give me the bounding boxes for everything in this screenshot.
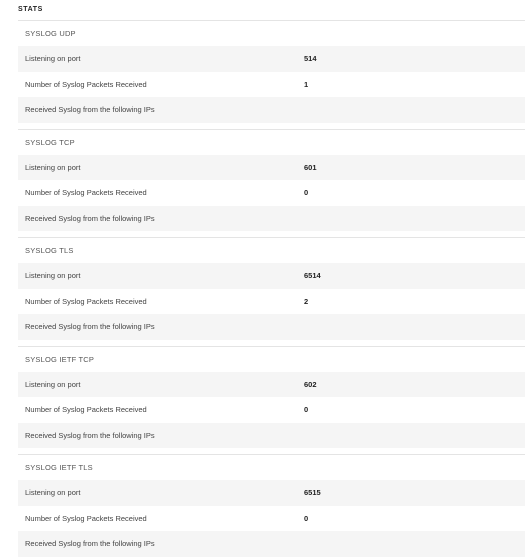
stat-row-received-ips [18, 423, 525, 449]
section-syslog-ietf-tls [18, 454, 525, 557]
stat-row-packets-received [18, 180, 525, 206]
stat-value: 514 [304, 54, 317, 64]
stat-row-received-ips [18, 97, 525, 123]
stat-row-packets-received [18, 289, 525, 315]
stat-value: 0 [304, 188, 309, 198]
stats-sections [18, 20, 525, 557]
stat-value: 6515 [304, 488, 321, 498]
stat-value: 1 [304, 79, 309, 89]
stat-row-received-ips [18, 314, 525, 340]
stat-value: 0 [304, 405, 309, 415]
section-header: SYSLOG TLS [25, 246, 74, 255]
stat-label: Listening on port [25, 379, 81, 389]
stat-row-packets-received [18, 72, 525, 98]
stat-value: 2 [304, 296, 309, 306]
stat-row-listening-port [18, 480, 525, 506]
section-header: SYSLOG TCP [25, 137, 75, 147]
stat-label: Number of Syslog Packets Received [25, 513, 147, 523]
section-header: SYSLOG IETF TLS [25, 463, 93, 472]
stat-row-listening-port [18, 46, 525, 72]
stat-value: 602 [304, 379, 317, 389]
stat-label: Received Syslog from the following IPs [25, 213, 155, 223]
section-syslog-udp [18, 20, 525, 123]
stat-row-listening-port [18, 155, 525, 181]
stat-row-listening-port [18, 372, 525, 398]
section-header: SYSLOG IETF TCP [25, 354, 95, 364]
stat-label: Number of Syslog Packets Received [25, 188, 147, 198]
stat-label: Received Syslog from the following IPs [25, 539, 155, 549]
stat-label: Listening on port [25, 54, 81, 64]
stat-row-packets-received [18, 506, 525, 532]
section-header: SYSLOG UDP [25, 29, 76, 38]
section-syslog-ietf-tcp [18, 346, 525, 449]
stat-value: 0 [304, 513, 309, 523]
stat-label: Listening on port [25, 271, 81, 281]
page-title: STATS [18, 6, 43, 13]
stat-value: 6514 [304, 271, 321, 281]
stat-label: Listening on port [25, 162, 81, 172]
stat-label: Listening on port [25, 488, 81, 498]
stat-label: Received Syslog from the following IPs [25, 105, 155, 115]
section-syslog-tls [18, 237, 525, 340]
stat-row-listening-port [18, 263, 525, 289]
stat-label: Number of Syslog Packets Received [25, 405, 147, 415]
stat-label: Number of Syslog Packets Received [25, 79, 147, 89]
stat-label: Number of Syslog Packets Received [25, 296, 147, 306]
stat-label: Received Syslog from the following IPs [25, 430, 155, 440]
stat-row-received-ips [18, 531, 525, 557]
stat-row-packets-received [18, 397, 525, 423]
stat-value: 601 [304, 162, 317, 172]
stat-label: Received Syslog from the following IPs [25, 322, 155, 332]
section-syslog-tcp [18, 129, 525, 232]
stat-row-received-ips [18, 206, 525, 232]
